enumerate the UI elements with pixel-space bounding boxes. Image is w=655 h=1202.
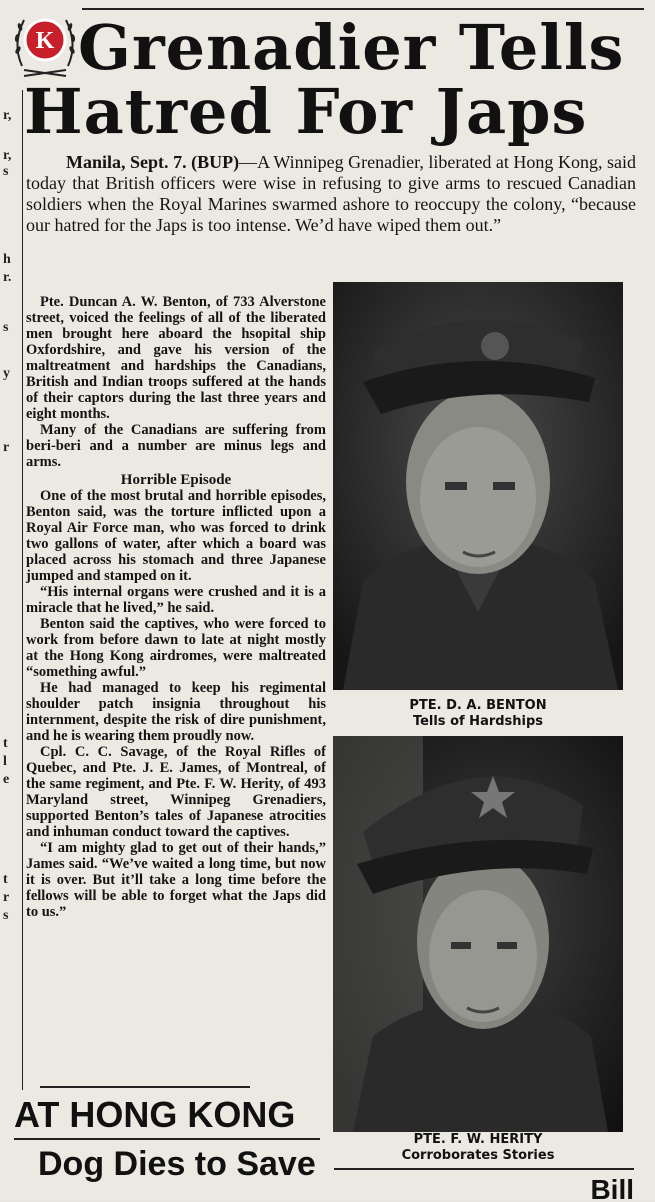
next-story-subheading: Dog Dies to Save bbox=[38, 1145, 316, 1183]
next-story-heading: AT HONG KONG bbox=[14, 1094, 296, 1135]
gutter-fragment: r, bbox=[3, 148, 12, 163]
gutter-fragment: r bbox=[3, 440, 10, 455]
article-paragraph: Pte. Duncan A. W. Benton, of 733 Alverstone street, voiced the feelings of all of the liberated men brought here aboard the hsopital ship Oxfordshire, and gave his version of the maltreatment and hardships the Canadians, British and Indian troops suffered at the hands of their captors during the last three years and eight months. bbox=[26, 294, 326, 422]
gutter-fragment: h bbox=[3, 252, 11, 267]
caption-subtitle: Tells of Hardships bbox=[412, 714, 544, 729]
photo-caption-benton bbox=[333, 698, 623, 730]
caption-name: PTE. F. W. HERITY bbox=[413, 1132, 543, 1147]
gutter-fragment: s bbox=[3, 908, 9, 923]
gutter-fragment: r. bbox=[3, 270, 12, 285]
caption-subtitle: Corroborates Stories bbox=[401, 1148, 555, 1163]
logo-letter: K bbox=[35, 28, 55, 54]
portrait-photo-herity bbox=[333, 736, 623, 1132]
caption-name: PTE. D. A. BENTON bbox=[409, 698, 547, 713]
article-paragraph: He had managed to keep his regimental shoulder patch insignia throughout his internment, despite the risk of dire punishment, and he is wearing them proudly now. bbox=[26, 680, 326, 744]
left-gutter bbox=[0, 90, 23, 1090]
gutter-fragment: r bbox=[3, 890, 10, 905]
headline bbox=[24, 11, 644, 148]
adjacent-story-fragment: Bill bbox=[334, 1168, 634, 1202]
subheading: Horrible Episode bbox=[120, 472, 232, 488]
section-rule bbox=[14, 1138, 320, 1140]
gutter-fragment: t bbox=[3, 736, 8, 751]
section-rule bbox=[40, 1086, 250, 1088]
portrait-photo-benton bbox=[333, 282, 623, 690]
article-paragraph: One of the most brutal and horrible episodes, Benton said, was the torture inflicted upon a Royal Air Force man, who was forced to drink two gallons of water, after which a board was placed across his stomach and three Japanese jumped and stamped on it. bbox=[26, 488, 326, 584]
lead-text: —A Winnipeg Grenadier, liberated at Hong Kong, said today that British officers were wise in refusing to give arms to rescued Canadian soldiers when the Royal Marines swarmed ashore to reoccupy the colony, “because our hatred for the Japs is too intense. We’d have wiped them out.” bbox=[26, 152, 636, 235]
article-paragraph: Many of the Canadians are suffering from beri-beri and a number are minus legs and arms. bbox=[26, 422, 326, 470]
article-paragraph: Cpl. C. C. Savage, of the Royal Rifles of Quebec, and Pte. J. E. James, of Montreal, of the same regiment, and Pte. F. W. Herity, of 493 Maryland street, Winnipeg Grenadiers, supported Benton’s tales of Japanese atrocities and inhuman conduct toward the captives. bbox=[26, 744, 326, 840]
headline-line-1: Grenadier Tells bbox=[78, 11, 625, 84]
gutter-fragment: e bbox=[3, 772, 10, 787]
headline-line-2: Hatred For Japs bbox=[24, 75, 588, 148]
article-paragraph: Benton said the captives, who were forced to work from before dawn to late at night mostly at the Hong Kong airdromes, were maltreated “something awful.” bbox=[26, 616, 326, 680]
gutter-fragment: s bbox=[3, 320, 9, 335]
article-paragraph: “His internal organs were crushed and it is a miracle that he lived,” he said. bbox=[26, 584, 326, 616]
lead-paragraph bbox=[26, 152, 636, 236]
article-paragraph: “I am mighty glad to get out of their hands,” James said. “We’ve waited a long time, but now it is over. But it’ll take a long time before the fellows will be able to forget what the Japs did to us.” bbox=[26, 840, 326, 920]
gutter-fragment: y bbox=[3, 366, 10, 381]
gutter-fragment: t bbox=[3, 872, 8, 887]
gutter-fragment: s bbox=[3, 164, 9, 179]
top-rule bbox=[82, 8, 644, 10]
gutter-fragment: l bbox=[3, 754, 7, 769]
gutter-fragment: r, bbox=[3, 108, 12, 123]
article-column bbox=[26, 294, 326, 920]
dateline: Manila, Sept. 7. (BUP) bbox=[66, 152, 240, 172]
photo-caption-herity bbox=[333, 1132, 623, 1164]
